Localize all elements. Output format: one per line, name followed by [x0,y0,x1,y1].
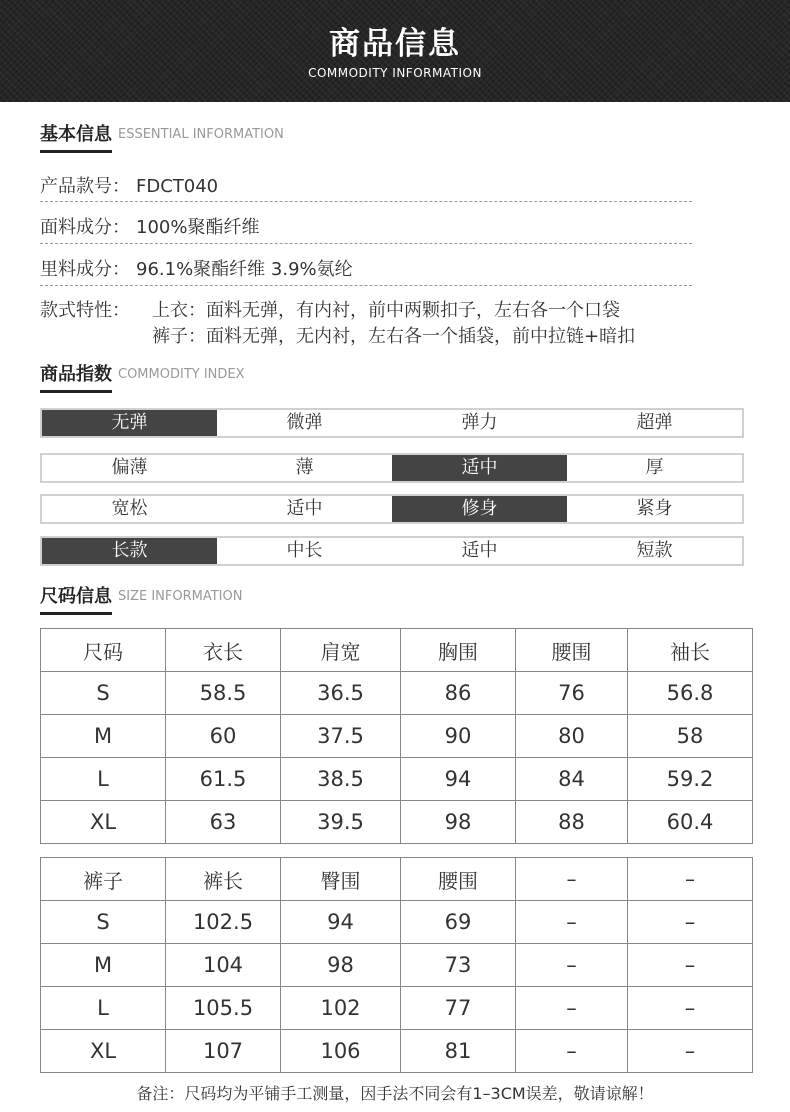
index-row-fit [40,494,744,524]
index-cell: 适中 [286,498,323,519]
table-cell: 61.5 [166,758,281,801]
section-title: 尺码信息 [40,582,112,615]
table-header-cell: 裤长 [166,858,281,901]
table-cell: 38.5 [281,758,401,801]
style-line-pants: 裤子：面料无弹，无内衬，左右各一个插袋，前中拉链+暗扣 [152,326,636,347]
style-line-top: 上衣：面料无弹，有内衬，前中两颗扣子，左右各一个口袋 [152,300,620,321]
table-row [41,901,753,944]
section-title-en: COMMODITY INDEX [118,367,245,382]
info-row-style-features [40,296,740,348]
table-cell: 86 [401,672,516,715]
table-cell: 60.4 [628,801,753,844]
table-cell: – [516,987,628,1030]
index-cell: 修身 [392,496,567,522]
index-cell: 适中 [392,455,567,481]
table-row [41,801,753,844]
section-heading-basic [40,120,284,150]
table-header-cell: 腰围 [516,629,628,672]
index-cell: 适中 [461,540,498,561]
table-cell: M [41,715,166,758]
table-cell: M [41,944,166,987]
table-cell: – [516,1030,628,1073]
info-row-lining [40,255,692,286]
index-cell: 长款 [42,538,217,564]
banner-subtitle: COMMODITY INFORMATION [308,66,482,80]
table-header-row [41,858,753,901]
table-cell: 39.5 [281,801,401,844]
index-cell: 厚 [645,457,664,478]
table-cell: 80 [516,715,628,758]
table-header-cell: 肩宽 [281,629,401,672]
table-cell: 56.8 [628,672,753,715]
table-cell: – [628,901,753,944]
table-cell: 63 [166,801,281,844]
info-row-fabric [40,213,692,244]
table-header-cell: 袖长 [628,629,753,672]
table-row [41,1030,753,1073]
table-cell: – [516,944,628,987]
table-header-cell: 衣长 [166,629,281,672]
index-cell: 超弹 [636,412,673,433]
header-banner [0,0,790,102]
table-cell: 102 [281,987,401,1030]
table-cell: 106 [281,1030,401,1073]
table-header-cell: 腰围 [401,858,516,901]
table-cell: L [41,758,166,801]
table-header-cell: 臀围 [281,858,401,901]
table-header-cell: 胸围 [401,629,516,672]
table-cell: 59.2 [628,758,753,801]
table-cell: 107 [166,1030,281,1073]
table-cell: S [41,901,166,944]
table-cell: 69 [401,901,516,944]
table-cell: 84 [516,758,628,801]
info-value: 100%聚酯纤维 [136,217,260,238]
table-row [41,672,753,715]
info-label: 产品款号： [40,176,130,197]
table-header-cell: – [516,858,628,901]
table-header-row [41,629,753,672]
table-cell: – [628,987,753,1030]
info-label: 里料成分： [40,259,130,280]
table-cell: 104 [166,944,281,987]
index-cell: 偏薄 [111,457,148,478]
info-label: 款式特性： [40,300,130,321]
measurement-note: 备注：尺码均为平铺手工测量，因手法不同会有1–3CM误差，敬请谅解！ [136,1084,654,1103]
info-row-style-no [40,172,692,202]
index-cell: 弹力 [461,412,498,433]
table-cell: – [516,901,628,944]
table-cell: 94 [281,901,401,944]
info-value: 96.1%聚酯纤维 3.9%氨纶 [136,259,353,280]
table-row [41,987,753,1030]
table-cell: XL [41,1030,166,1073]
table-cell: 98 [401,801,516,844]
table-cell: 77 [401,987,516,1030]
table-row [41,758,753,801]
table-cell: 37.5 [281,715,401,758]
index-row-length [40,536,744,566]
table-header-cell: – [628,858,753,901]
table-cell: 58.5 [166,672,281,715]
table-cell: L [41,987,166,1030]
table-cell: 105.5 [166,987,281,1030]
table-cell: S [41,672,166,715]
table-cell: 88 [516,801,628,844]
table-cell: 94 [401,758,516,801]
size-table-pants [40,857,753,1073]
table-cell: 90 [401,715,516,758]
section-heading-size [40,582,242,612]
index-cell: 宽松 [111,498,148,519]
table-cell: 81 [401,1030,516,1073]
section-title-en: SIZE INFORMATION [118,589,243,604]
section-title: 基本信息 [40,120,112,153]
table-cell: 58 [628,715,753,758]
size-table-top [40,628,753,844]
table-cell: 76 [516,672,628,715]
index-cell: 微弹 [286,412,323,433]
index-cell: 紧身 [636,498,673,519]
table-header-cell: 裤子 [41,858,166,901]
info-label: 面料成分： [40,217,130,238]
banner-title: 商品信息 [329,26,461,62]
table-cell: 98 [281,944,401,987]
table-header-cell: 尺码 [41,629,166,672]
index-cell: 薄 [295,457,314,478]
table-cell: XL [41,801,166,844]
index-row-thickness [40,453,744,483]
section-title-en: ESSENTIAL INFORMATION [118,127,284,142]
table-cell: 60 [166,715,281,758]
table-row [41,715,753,758]
table-cell: – [628,1030,753,1073]
index-cell: 无弹 [42,410,217,436]
section-title: 商品指数 [40,360,112,393]
info-value: FDCT040 [136,176,219,197]
table-cell: – [628,944,753,987]
table-cell: 102.5 [166,901,281,944]
index-cell: 短款 [636,540,673,561]
index-row-elasticity [40,408,744,438]
table-cell: 36.5 [281,672,401,715]
table-row [41,944,753,987]
section-heading-index [40,360,245,390]
index-cell: 中长 [286,540,323,561]
table-cell: 73 [401,944,516,987]
